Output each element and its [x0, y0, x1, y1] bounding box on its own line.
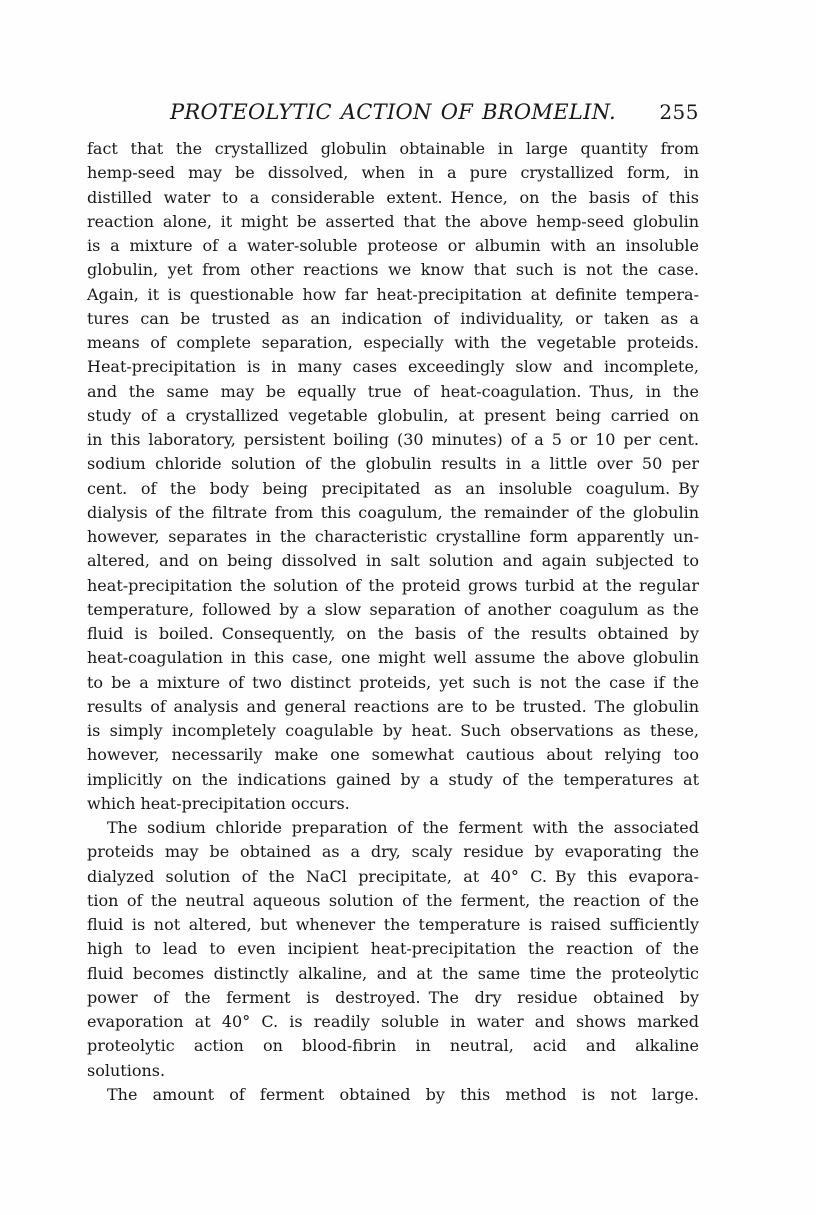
- text-line: hemp-seed may be dissolved, when in a pure crystallized form, in: [87, 163, 699, 183]
- text-line: heat-precipitation the solution of the proteid grows turbid at the regular: [87, 575, 699, 595]
- text-line: proteolytic action on blood-fibrin in neutral, acid and alkaline: [87, 1036, 699, 1056]
- text-line: solutions.: [87, 1060, 166, 1080]
- page-title: PROTEOLYTIC ACTION OF BROMELIN.: [169, 100, 617, 124]
- paragraph: [87, 137, 699, 816]
- text-line: which heat-precipitation occurs.: [87, 793, 350, 813]
- text-line: tion of the neutral aqueous solution of the ferment, the reaction of the: [87, 890, 699, 910]
- text-line: distilled water to a considerable extent. Hence, on the basis of this: [87, 187, 699, 207]
- text-line: study of a crystallized vegetable globulin, at present being carried on: [87, 405, 699, 425]
- text-line: results of analysis and general reactions are to be trusted. The globulin: [87, 696, 699, 716]
- text-line: however, separates in the characteristic crystalline form apparently un-: [87, 527, 699, 546]
- text-line: means of complete separation, especially with the vegetable proteids.: [87, 333, 699, 352]
- text-line: Heat-precipitation is in many cases exceedingly slow and incomplete,: [87, 357, 699, 377]
- text-line: however, necessarily make one somewhat cautious about relying too: [87, 745, 699, 765]
- text-line: fact that the crystallized globulin obtainable in large quantity from: [87, 139, 699, 158]
- text-line: altered, and on being dissolved in salt solution and again subjected to: [87, 551, 699, 571]
- text-line: Again, it is questionable how far heat-precipitation at definite tempera-: [87, 284, 699, 304]
- text-line: implicitly on the indications gained by a study of the temperatures at: [87, 769, 699, 789]
- text-line: fluid is not altered, but whenever the temperature is raised sufficiently: [87, 915, 699, 934]
- text-line: and the same may be equally true of heat-coagulation. Thus, in the: [87, 381, 699, 401]
- text-line: heat-coagulation in this case, one might well assume the above globulin: [87, 648, 699, 668]
- text-line: fluid is boiled. Consequently, on the basis of the results obtained by: [87, 624, 699, 643]
- text-line: high to lead to even incipient heat-precipitation the reaction of the: [87, 939, 699, 959]
- text-line: The amount of ferment obtained by this method is not large.: [107, 1084, 699, 1104]
- body-text: [87, 137, 699, 1107]
- text-line: globulin, yet from other reactions we know that such is not the case.: [87, 260, 699, 280]
- text-line: to be a mixture of two distinct proteids, yet such is not the case if the: [87, 672, 699, 692]
- text-line: fluid becomes distinctly alkaline, and at the same time the proteolytic: [87, 963, 699, 983]
- page-number: 255: [659, 100, 699, 124]
- text-line: dialyzed solution of the NaCl precipitate, at 40° C. By this evapora-: [87, 866, 699, 886]
- text-line: is simply incompletely coagulable by heat. Such observations as these,: [87, 721, 699, 740]
- text-line: sodium chloride solution of the globulin results in a little over 50 per: [87, 454, 699, 474]
- text-line: tures can be trusted as an indication of individuality, or taken as a: [87, 308, 699, 328]
- text-line: is a mixture of a water-soluble proteose or albumin with an insoluble: [87, 236, 699, 255]
- text-line: power of the ferment is destroyed. The dry residue obtained by: [87, 987, 699, 1007]
- paragraph: [87, 816, 699, 1083]
- text-line: The sodium chloride preparation of the ferment with the associated: [107, 818, 699, 837]
- text-line: dialysis of the filtrate from this coagulum, the remainder of the globulin: [87, 502, 699, 522]
- text-line: evaporation at 40° C. is readily soluble in water and shows marked: [87, 1012, 699, 1031]
- paragraph: [87, 1083, 699, 1107]
- running-header: [87, 99, 699, 125]
- text-line: proteids may be obtained as a dry, scaly residue by evaporating the: [87, 842, 699, 862]
- text-line: temperature, followed by a slow separation of another coagulum as the: [87, 599, 699, 619]
- text-line: reaction alone, it might be asserted that the above hemp-seed globulin: [87, 211, 699, 231]
- text-line: in this laboratory, persistent boiling (30 minutes) of a 5 or 10 per cent.: [87, 430, 699, 449]
- text-line: cent. of the body being precipitated as an insoluble coagulum. By: [87, 478, 699, 498]
